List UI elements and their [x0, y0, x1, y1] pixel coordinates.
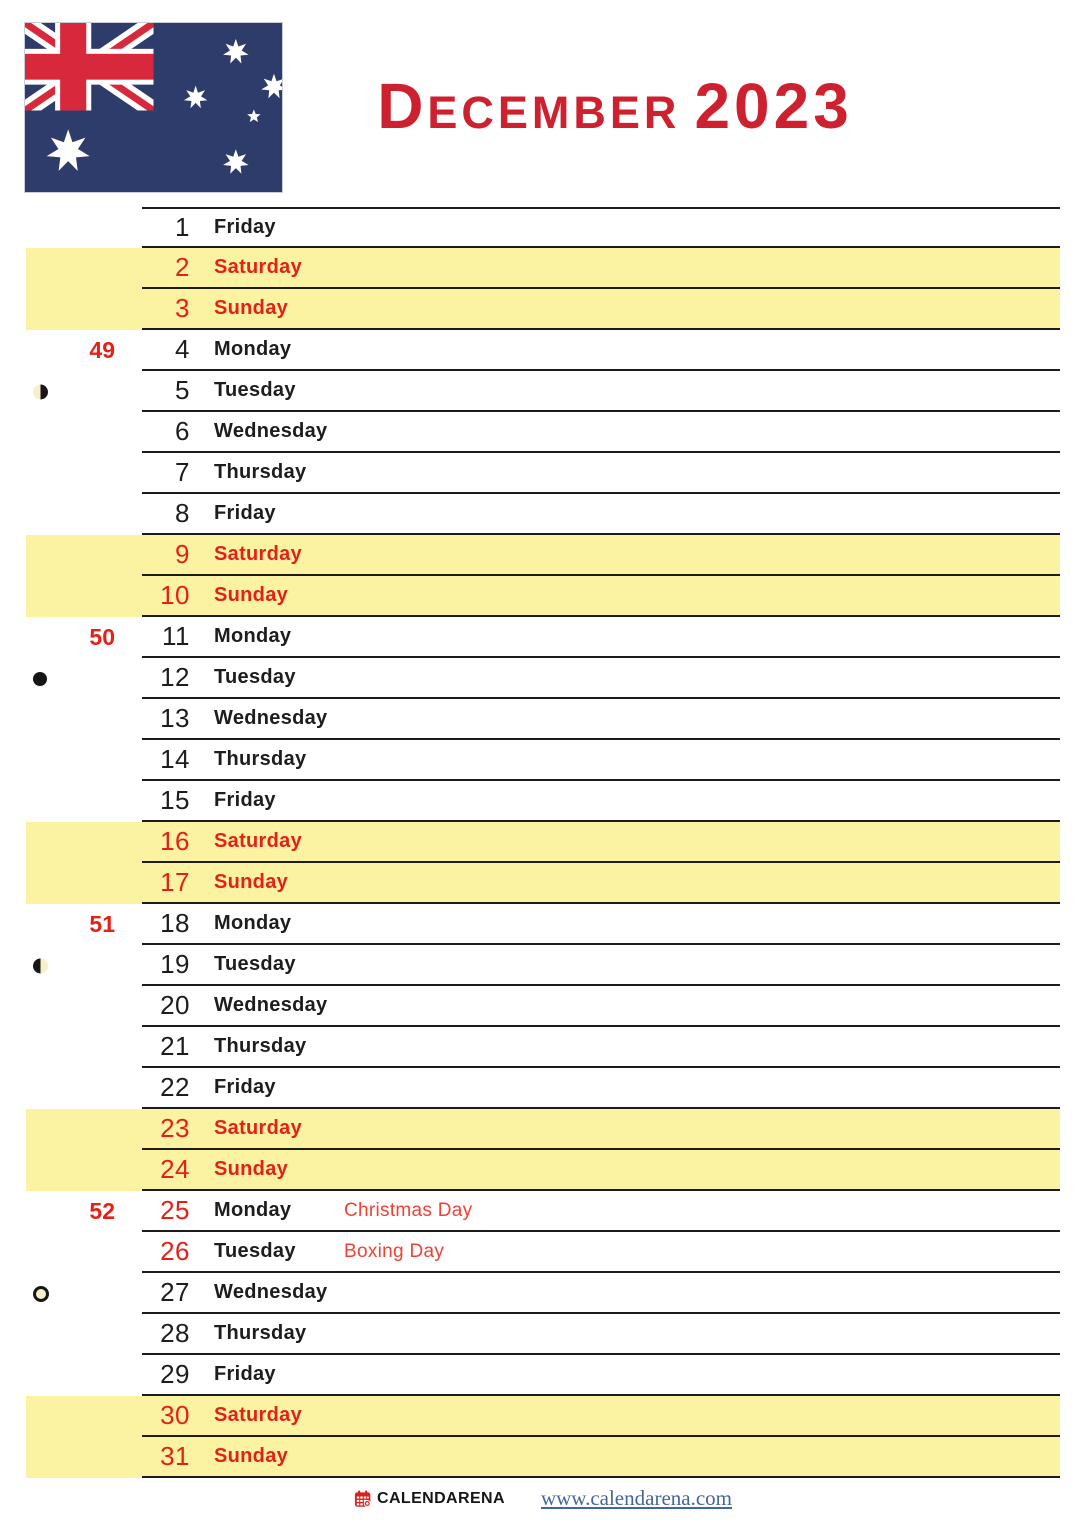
row-main	[142, 248, 1060, 289]
week-number: 49	[89, 337, 115, 363]
calendar-day-row	[26, 1437, 1060, 1478]
row-gutter	[26, 412, 142, 453]
row-main	[142, 1027, 1060, 1068]
day-number: 21	[160, 1031, 190, 1061]
row-main	[142, 1437, 1060, 1478]
day-name: Friday	[214, 1363, 276, 1385]
full-moon-icon	[33, 1286, 49, 1302]
day-number: 3	[175, 293, 190, 323]
row-gutter	[26, 822, 142, 863]
calendar-day-row	[26, 207, 1060, 248]
day-name: Thursday	[214, 1322, 307, 1344]
calendar-day-row	[26, 986, 1060, 1027]
calendar-day-row	[26, 904, 1060, 945]
row-main	[142, 494, 1060, 535]
row-gutter	[26, 617, 142, 658]
calendar-logo-icon	[354, 1490, 372, 1508]
calendar-day-row	[26, 617, 1060, 658]
day-number: 12	[160, 662, 190, 692]
calendar-day-row	[26, 412, 1060, 453]
day-number: 29	[160, 1359, 190, 1389]
row-main	[142, 904, 1060, 945]
day-name: Friday	[214, 216, 276, 238]
day-name: Friday	[214, 1076, 276, 1098]
row-main	[142, 412, 1060, 453]
row-gutter	[26, 904, 142, 945]
day-name: Monday	[214, 1199, 292, 1221]
day-name: Sunday	[214, 297, 289, 319]
row-main	[142, 1314, 1060, 1355]
day-number: 31	[160, 1441, 190, 1471]
first-quarter-icon	[33, 958, 48, 973]
calendar-day-row	[26, 1109, 1060, 1150]
row-gutter	[26, 1068, 142, 1109]
row-main	[142, 330, 1060, 371]
row-main	[142, 1150, 1060, 1191]
day-number: 4	[175, 334, 190, 364]
day-number: 8	[175, 498, 190, 528]
day-name: Thursday	[214, 1035, 307, 1057]
row-main	[142, 289, 1060, 330]
row-main	[142, 1273, 1060, 1314]
day-number: 17	[160, 867, 190, 897]
row-gutter	[26, 986, 142, 1027]
week-number: 51	[89, 911, 115, 937]
day-name: Saturday	[214, 543, 302, 565]
calendar-day-row	[26, 863, 1060, 904]
row-main	[142, 371, 1060, 412]
day-number: 15	[160, 785, 190, 815]
row-main	[142, 945, 1060, 986]
day-name: Monday	[214, 625, 292, 647]
brand	[354, 1490, 505, 1508]
row-gutter	[26, 1355, 142, 1396]
row-main	[142, 453, 1060, 494]
row-gutter	[26, 863, 142, 904]
day-name: Saturday	[214, 256, 302, 278]
row-gutter	[26, 535, 142, 576]
new-moon-icon	[33, 672, 47, 686]
row-gutter	[26, 699, 142, 740]
row-gutter	[26, 1437, 142, 1478]
calendar-day-row	[26, 1232, 1060, 1273]
day-number: 5	[175, 375, 190, 405]
row-gutter	[26, 494, 142, 535]
row-gutter	[26, 207, 142, 248]
row-main	[142, 1109, 1060, 1150]
day-name: Monday	[214, 912, 292, 934]
calendar-day-row	[26, 1191, 1060, 1232]
row-gutter	[26, 289, 142, 330]
australia-flag-icon	[25, 23, 282, 192]
day-number: 30	[160, 1400, 190, 1430]
holiday-label: Boxing Day	[344, 1240, 445, 1262]
row-gutter	[26, 1232, 142, 1273]
row-main	[142, 1355, 1060, 1396]
week-number: 50	[89, 624, 115, 650]
footer	[0, 1486, 1086, 1511]
website-link[interactable]: www.calendarena.com	[540, 1486, 732, 1510]
row-main	[142, 207, 1060, 248]
day-name: Monday	[214, 338, 292, 360]
day-name: Wednesday	[214, 707, 328, 729]
calendar-day-row	[26, 371, 1060, 412]
day-number: 26	[160, 1236, 190, 1266]
week-number: 52	[89, 1198, 115, 1224]
day-name: Wednesday	[214, 1281, 328, 1303]
row-gutter	[26, 1027, 142, 1068]
row-main	[142, 535, 1060, 576]
day-number: 11	[162, 621, 190, 651]
day-number: 9	[175, 539, 190, 569]
day-number: 2	[175, 252, 190, 282]
page-title	[250, 70, 980, 142]
calendar-day-row	[26, 1068, 1060, 1109]
title-month: December	[377, 70, 681, 142]
day-name: Wednesday	[214, 994, 328, 1016]
day-name: Saturday	[214, 830, 302, 852]
day-name: Friday	[214, 502, 276, 524]
day-name: Sunday	[214, 871, 289, 893]
day-name: Saturday	[214, 1117, 302, 1139]
day-name: Wednesday	[214, 420, 328, 442]
calendar-day-row	[26, 781, 1060, 822]
day-number: 27	[160, 1277, 190, 1307]
day-name: Tuesday	[214, 666, 296, 688]
calendar-day-row	[26, 248, 1060, 289]
calendar-day-row	[26, 576, 1060, 617]
calendar-day-row	[26, 1355, 1060, 1396]
calendar-day-row	[26, 1150, 1060, 1191]
row-gutter	[26, 248, 142, 289]
day-number: 13	[160, 703, 190, 733]
row-main	[142, 1191, 1060, 1232]
row-main	[142, 1396, 1060, 1437]
row-main	[142, 699, 1060, 740]
day-number: 19	[160, 949, 190, 979]
day-name: Sunday	[214, 1445, 289, 1467]
day-number: 24	[160, 1154, 190, 1184]
day-name: Tuesday	[214, 1240, 296, 1262]
calendar-day-row	[26, 453, 1060, 494]
holiday-label: Christmas Day	[344, 1199, 473, 1221]
calendar-day-row	[26, 945, 1060, 986]
row-gutter	[26, 1150, 142, 1191]
day-name: Thursday	[214, 461, 307, 483]
calendar-day-row	[26, 330, 1060, 371]
title-year: 2023	[694, 70, 853, 142]
row-main	[142, 781, 1060, 822]
calendar-day-row	[26, 1396, 1060, 1437]
row-main	[142, 986, 1060, 1027]
day-number: 18	[160, 908, 190, 938]
calendar-day-row	[26, 699, 1060, 740]
row-gutter	[26, 1396, 142, 1437]
day-number: 20	[160, 990, 190, 1020]
calendar-day-row	[26, 289, 1060, 330]
day-number: 28	[160, 1318, 190, 1348]
calendar-day-row	[26, 822, 1060, 863]
row-gutter	[26, 576, 142, 617]
calendar-day-row	[26, 740, 1060, 781]
row-main	[142, 576, 1060, 617]
row-gutter	[26, 740, 142, 781]
day-name: Tuesday	[214, 953, 296, 975]
day-number: 1	[175, 212, 190, 242]
row-gutter	[26, 781, 142, 822]
row-main	[142, 822, 1060, 863]
row-gutter	[26, 1191, 142, 1232]
day-number: 25	[160, 1195, 190, 1225]
day-name: Tuesday	[214, 379, 296, 401]
row-main	[142, 1068, 1060, 1109]
row-main	[142, 863, 1060, 904]
row-gutter	[26, 658, 142, 699]
brand-name: CALENDARENA	[376, 1489, 505, 1507]
calendar-day-row	[26, 494, 1060, 535]
day-number: 23	[160, 1113, 190, 1143]
day-number: 22	[160, 1072, 190, 1102]
row-gutter	[26, 1314, 142, 1355]
row-gutter	[26, 453, 142, 494]
day-number: 6	[175, 416, 190, 446]
row-gutter	[26, 330, 142, 371]
day-name: Friday	[214, 789, 276, 811]
calendar-day-row	[26, 535, 1060, 576]
row-main	[142, 1232, 1060, 1273]
calendar-table	[26, 207, 1060, 1478]
day-number: 10	[160, 580, 190, 610]
last-quarter-icon	[33, 384, 48, 399]
calendar-day-row	[26, 1027, 1060, 1068]
calendar-day-row	[26, 1273, 1060, 1314]
day-number: 7	[175, 457, 190, 487]
row-main	[142, 658, 1060, 699]
calendar-day-row	[26, 658, 1060, 699]
row-main	[142, 617, 1060, 658]
row-gutter	[26, 371, 142, 412]
day-name: Sunday	[214, 1158, 289, 1180]
row-gutter	[26, 945, 142, 986]
day-name: Sunday	[214, 584, 289, 606]
day-number: 14	[160, 744, 190, 774]
day-number: 16	[160, 826, 190, 856]
row-gutter	[26, 1273, 142, 1314]
row-gutter	[26, 1109, 142, 1150]
day-name: Saturday	[214, 1404, 302, 1426]
row-main	[142, 740, 1060, 781]
calendar-day-row	[26, 1314, 1060, 1355]
day-name: Thursday	[214, 748, 307, 770]
